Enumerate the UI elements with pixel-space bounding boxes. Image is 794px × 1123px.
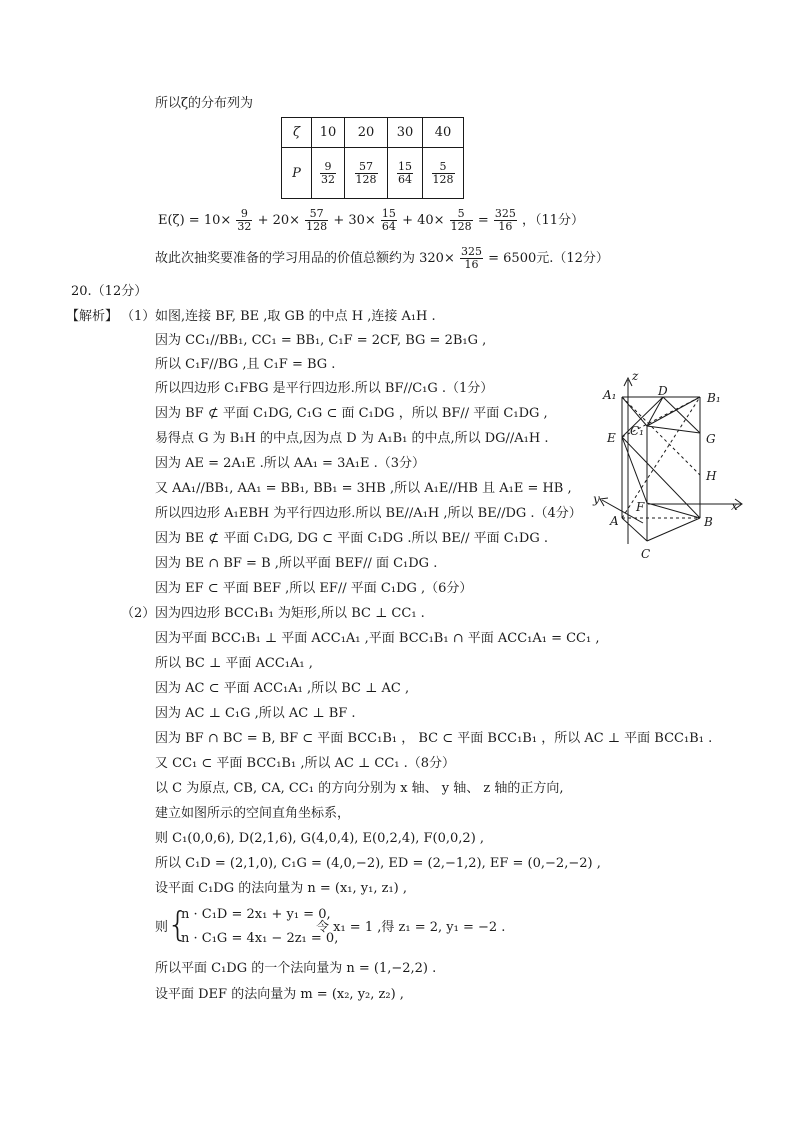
part2-line: 因为四边形 BCC₁B₁ 为矩形,所以 BC ⊥ CC₁ . [155, 606, 425, 621]
label-a1: A₁ [603, 388, 617, 402]
label-e: E [607, 431, 616, 445]
label-d: D [658, 384, 668, 398]
part2-line: 建立如图所示的空间直角坐标系， [155, 806, 351, 821]
part2-label: （2） [121, 606, 156, 621]
table-cell: 30 [388, 118, 423, 148]
table-cell: 10 [312, 118, 345, 148]
segment-eb [622, 437, 700, 518]
part1-line: 因为 CC₁//BB₁, CC₁ = BB₁, C₁F = 2CF, BG = 2B₁G , [155, 333, 487, 348]
label-g: G [706, 432, 716, 446]
part1-line: 又 AA₁//BB₁, AA₁ = BB₁, BB₁ = 3HB ,所以 A₁E//HB 且 A₁E = HB , [155, 481, 572, 496]
part2-line: 因为 AC ⊂ 平面 ACC₁A₁ ,所以 BC ⊥ AC , [155, 681, 410, 696]
part2-line: 因为 BF ∩ BC = B, BF ⊂ 平面 BCC₁B₁ ， BC ⊂ 平面 BCC₁B₁ ，所以 AC ⊥ 平面 BCC₁B₁ . [155, 731, 713, 746]
part1-line: 因为 BE ∩ BF = B ,所以平面 BEF// 面 C₁DG . [155, 556, 438, 571]
part2-line: 则 C₁(0,0,6), D(2,1,6), G(4,0,4), E(0,2,4), F(0,0,2) , [155, 831, 485, 846]
part2-line: 又 CC₁ ⊂ 平面 BCC₁B₁ ,所以 AC ⊥ CC₁ .（8分） [155, 756, 456, 771]
part2-line: 因为平面 BCC₁B₁ ⊥ 平面 ACC₁A₁ ,平面 BCC₁B₁ ∩ 平面 ACC₁A₁ = CC₁ , [155, 631, 600, 646]
segment-fb [647, 503, 700, 518]
label-b1: B₁ [707, 391, 721, 405]
label-x: x [731, 499, 738, 513]
part2-line: 所以平面 C₁DG 的一个法向量为 n = (1,−2,2) . [155, 961, 437, 976]
label-b: B [704, 515, 713, 529]
segment-ef [622, 437, 647, 503]
table-cell: 40 [423, 118, 464, 148]
label-f: F [636, 500, 645, 514]
total-value-line: 故此次抽奖要准备的学习用品的价值总额约为 320× $\frac{325}{16}$ = 6500元.（12分） [155, 245, 609, 271]
edge-cb [647, 518, 700, 541]
edge-a1c1 [622, 397, 647, 426]
part2-line: 设平面 C₁DG 的法向量为 n = (x₁, y₁, z₁) , [155, 881, 407, 896]
part1-line: 如图,连接 BF, BE ,取 GB 的中点 H ,连接 A₁H . [155, 309, 436, 324]
segment-dg [663, 397, 700, 433]
y-axis-arrow [600, 498, 608, 506]
edge-ac [622, 518, 647, 541]
table-cell: $\frac{15}{64}$ [388, 148, 423, 199]
part1-line: 因为 EF ⊂ 平面 BEF ,所以 EF// 平面 C₁DG ,（6分） [155, 581, 473, 596]
system-solution: 令 x₁ = 1 ,得 z₁ = 2, y₁ = −2 . [316, 920, 506, 935]
problem-number: 20.（12分） [71, 284, 148, 299]
table-cell: $\frac{5}{128}$ [423, 148, 464, 199]
part1-label: （1） [121, 309, 156, 324]
part1-line: 因为 AE = 2A₁E .所以 AA₁ = 3A₁E .（3分） [155, 456, 425, 471]
system-equation-1: n · C₁D = 2x₁ + y₁ = 0, [181, 907, 331, 922]
left-brace-icon: { [167, 905, 189, 945]
label-c1: C₁ [630, 424, 644, 438]
table-cell: $\frac{57}{128}$ [345, 148, 388, 199]
part2-line: 所以 C₁D = (2,1,0), C₁G = (4,0,−2), ED = (2,−1,2), EF = (0,−2,−2) , [155, 856, 601, 871]
analysis-tag: 【解析】 [66, 309, 119, 324]
distribution-intro: 所以ζ的分布列为 [155, 96, 254, 111]
part1-line: 易得点 G 为 B₁H 的中点,因为点 D 为 A₁B₁ 的中点,所以 DG//A₁H . [155, 431, 549, 446]
system-pre: 则 [155, 920, 169, 935]
part1-line: 因为 BE ⊄ 平面 C₁DG, DG ⊂ 平面 C₁DG .所以 BE// 平面 C₁DG . [155, 531, 548, 546]
system-equation-2: n · C₁G = 4x₁ − 2z₁ = 0, [181, 931, 339, 946]
expectation-formula: E(ζ) = 10× $\frac{9}{32}$ + 20× $\frac{57}{128}$ + 30× $\frac{15}{64}$ + 40× $\frac{5}{128}$ = $\frac{325}{16}$ ，（11分） [158, 207, 585, 233]
table-cell: 20 [345, 118, 388, 148]
part2-line: 所以 BC ⊥ 平面 ACC₁A₁ , [155, 656, 313, 671]
part1-line: 所以四边形 A₁EBH 为平行四边形.所以 BE//A₁H ,所以 BE//DG .（4分） [155, 506, 582, 521]
prism-figure [585, 362, 750, 567]
part2-line: 设平面 DEF 的法向量为 m = (x₂, y₂, z₂) , [155, 987, 404, 1002]
label-c: C [641, 547, 651, 561]
label-y: y [593, 492, 600, 506]
segment-c1g [647, 426, 700, 433]
label-z: z [632, 369, 639, 383]
segment-ab1-dashed [622, 397, 700, 518]
part2-line: 以 C 为原点, CB, CA, CC₁ 的方向分别为 x 轴、 y 轴、 z 轴的正方向, [155, 781, 564, 796]
label-h: H [706, 469, 717, 483]
part1-line: 所以 C₁F//BG ,且 C₁F = BG . [155, 357, 336, 372]
table-header-cell: P [282, 148, 312, 199]
part1-line: 因为 BF ⊄ 平面 C₁DG, C₁G ⊂ 面 C₁DG ，所以 BF// 平面 C₁DG , [155, 406, 548, 421]
label-a: A [610, 514, 619, 528]
part1-line: 所以四边形 C₁FBG 是平行四边形.所以 BF//C₁G .（1分） [155, 381, 494, 396]
distribution-table [281, 117, 464, 199]
table-header-cell: ζ [282, 118, 312, 148]
part2-line: 因为 AC ⊥ C₁G ,所以 AC ⊥ BF . [155, 706, 356, 721]
table-cell: $\frac{9}{32}$ [312, 148, 345, 199]
